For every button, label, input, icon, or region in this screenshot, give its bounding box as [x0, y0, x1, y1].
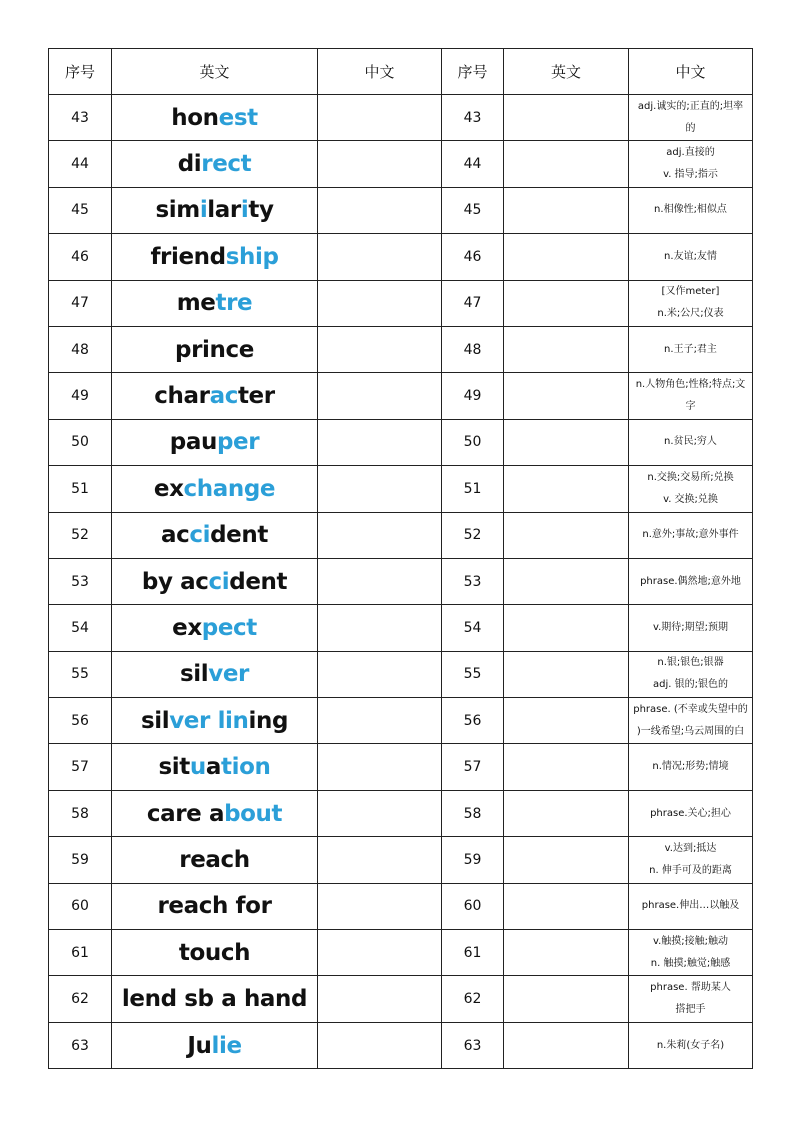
chinese-definition	[629, 605, 753, 651]
table-row	[49, 976, 753, 1022]
row-index-right: 62	[442, 976, 504, 1022]
english-blank-right	[504, 326, 629, 372]
definition-line: n.相像性;相似点	[654, 204, 727, 216]
word-syllable: prince	[175, 336, 254, 363]
definition-line: n. 触摸;触觉;触感	[650, 957, 731, 969]
row-index-left: 45	[49, 187, 112, 233]
definition-line: n.银;银色;银器	[657, 657, 724, 669]
row-index-right: 59	[442, 837, 504, 883]
definition-line: n.人物角色;性格;特点;文	[635, 379, 746, 391]
row-index-left: 52	[49, 512, 112, 558]
highlighted-syllable: ver	[169, 707, 210, 734]
word-syllable: pau	[169, 429, 217, 456]
english-word	[112, 605, 318, 651]
word-syllable: dent	[229, 568, 288, 595]
english-word	[112, 512, 318, 558]
row-index-left: 60	[49, 883, 112, 929]
highlighted-syllable: ver	[208, 661, 249, 688]
english-word	[112, 976, 318, 1022]
row-index-left: 55	[49, 651, 112, 697]
highlighted-syllable: tion	[221, 754, 271, 781]
table-row	[49, 558, 753, 604]
table-row	[49, 419, 753, 465]
word-syllable: ter	[237, 383, 275, 410]
row-index-left: 46	[49, 234, 112, 280]
english-blank-right	[504, 1022, 629, 1068]
row-index-left: 47	[49, 280, 112, 326]
row-index-right: 46	[442, 234, 504, 280]
word-syllable: sil	[140, 707, 170, 734]
english-blank-right	[504, 234, 629, 280]
chinese-definition	[629, 95, 753, 141]
chinese-definition	[629, 234, 753, 280]
chinese-definition	[629, 883, 753, 929]
word-syllable: ex	[172, 614, 202, 641]
english-blank-right	[504, 558, 629, 604]
table-row	[49, 744, 753, 790]
chinese-definition	[629, 837, 753, 883]
chinese-definition	[629, 744, 753, 790]
highlighted-syllable: est	[218, 104, 258, 131]
chinese-blank-left	[318, 790, 442, 836]
word-syllable: lar	[207, 197, 241, 224]
english-word	[112, 280, 318, 326]
chinese-definition	[629, 976, 753, 1022]
row-index-left: 53	[49, 558, 112, 604]
row-index-left: 49	[49, 373, 112, 419]
highlighted-syllable: tre	[215, 290, 253, 317]
chinese-blank-left	[318, 141, 442, 187]
chinese-blank-left	[318, 744, 442, 790]
word-syllable: dent	[210, 522, 268, 549]
english-blank-right	[504, 930, 629, 976]
definition-line: n.意外;事故;意外事件	[642, 529, 739, 541]
row-index-right: 43	[442, 95, 504, 141]
chinese-definition	[629, 326, 753, 372]
word-syllable: reach for	[157, 893, 272, 920]
word-syllable: char	[154, 383, 210, 410]
row-index-right: 57	[442, 744, 504, 790]
word-syllable: lend sb a hand	[121, 986, 308, 1013]
chinese-blank-left	[318, 930, 442, 976]
table-row	[49, 837, 753, 883]
highlighted-syllable: ac	[209, 383, 238, 410]
chinese-definition	[629, 651, 753, 697]
word-syllable: ex	[153, 475, 184, 502]
definition-line: n.王子;君主	[664, 343, 717, 355]
table-row	[49, 466, 753, 512]
english-word	[112, 95, 318, 141]
english-word	[112, 883, 318, 929]
highlighted-syllable: lin	[217, 707, 249, 734]
row-index-right: 48	[442, 326, 504, 372]
english-blank-right	[504, 744, 629, 790]
english-blank-right	[504, 651, 629, 697]
definition-line: v.触摸;接触;触动	[652, 935, 729, 947]
definition-line: adj.直接的	[666, 147, 715, 159]
english-blank-right	[504, 883, 629, 929]
word-syllable: sim	[155, 197, 200, 224]
highlighted-syllable: u	[189, 754, 206, 781]
english-word	[112, 187, 318, 233]
definition-line: v.期待;期望;预期	[652, 621, 729, 633]
english-blank-right	[504, 976, 629, 1022]
definition-line: [又作meter]	[661, 286, 720, 298]
word-syllable: hon	[171, 104, 219, 131]
highlighted-syllable: per	[216, 429, 260, 456]
english-blank-right	[504, 466, 629, 512]
word-syllable: Ju	[187, 1032, 212, 1059]
table-row	[49, 234, 753, 280]
chinese-blank-left	[318, 558, 442, 604]
highlighted-syllable: ci	[189, 522, 211, 549]
row-index-right: 47	[442, 280, 504, 326]
table-row	[49, 883, 753, 929]
table-row	[49, 605, 753, 651]
english-word	[112, 651, 318, 697]
chinese-definition	[629, 512, 753, 558]
row-index-right: 56	[442, 698, 504, 744]
chinese-blank-left	[318, 419, 442, 465]
word-syllable: reach	[179, 846, 250, 873]
definition-line: phrase.偶然地;意外地	[640, 575, 741, 587]
english-blank-right	[504, 373, 629, 419]
table-row	[49, 651, 753, 697]
highlighted-syllable: i	[240, 197, 249, 224]
row-index-left: 59	[49, 837, 112, 883]
word-syllable	[210, 708, 218, 734]
chinese-blank-left	[318, 187, 442, 233]
chinese-definition	[629, 698, 753, 744]
definition-line: adj. 银的;银色的	[653, 679, 728, 691]
highlighted-syllable: bout	[224, 800, 283, 827]
english-blank-right	[504, 837, 629, 883]
chinese-blank-left	[318, 1022, 442, 1068]
row-index-left: 44	[49, 141, 112, 187]
header-row	[49, 49, 753, 95]
chinese-definition	[629, 419, 753, 465]
row-index-left: 57	[49, 744, 112, 790]
chinese-definition	[629, 466, 753, 512]
highlighted-syllable: ship	[225, 243, 279, 270]
english-blank-right	[504, 419, 629, 465]
row-index-left: 50	[49, 419, 112, 465]
english-word	[112, 419, 318, 465]
definition-line: 搭把手	[675, 1004, 706, 1016]
row-index-right: 54	[442, 605, 504, 651]
definition-line: n. 伸手可及的距离	[649, 864, 732, 876]
english-word	[112, 558, 318, 604]
table-row	[49, 698, 753, 744]
definition-line: 的	[685, 122, 696, 134]
word-syllable: ac	[161, 522, 190, 549]
english-word	[112, 744, 318, 790]
chinese-blank-left	[318, 512, 442, 558]
definition-line: n.友谊;友情	[664, 250, 717, 262]
table-row	[49, 187, 753, 233]
highlighted-syllable: change	[183, 475, 276, 502]
table-row	[49, 1022, 753, 1068]
table-row	[49, 280, 753, 326]
english-word	[112, 930, 318, 976]
word-syllable: friend	[150, 243, 226, 270]
definition-line: )一线希望;乌云周围的白	[636, 725, 745, 737]
chinese-blank-left	[318, 651, 442, 697]
header-english-left: 英文	[112, 49, 318, 95]
chinese-blank-left	[318, 466, 442, 512]
chinese-blank-left	[318, 605, 442, 651]
chinese-definition	[629, 187, 753, 233]
row-index-left: 43	[49, 95, 112, 141]
row-index-left: 56	[49, 698, 112, 744]
chinese-blank-left	[318, 373, 442, 419]
definition-line: v. 交换;兑换	[663, 493, 718, 505]
chinese-definition	[629, 558, 753, 604]
chinese-definition	[629, 790, 753, 836]
english-blank-right	[504, 141, 629, 187]
english-word	[112, 790, 318, 836]
english-blank-right	[504, 698, 629, 744]
chinese-blank-left	[318, 698, 442, 744]
english-blank-right	[504, 790, 629, 836]
word-syllable: care a	[146, 800, 225, 827]
highlighted-syllable: ci	[208, 568, 230, 595]
highlighted-syllable: rect	[201, 151, 252, 178]
english-blank-right	[504, 187, 629, 233]
english-blank-right	[504, 605, 629, 651]
chinese-blank-left	[318, 234, 442, 280]
highlighted-syllable: i	[199, 197, 208, 224]
definition-line: phrase.伸出…以触及	[641, 900, 740, 912]
chinese-definition	[629, 141, 753, 187]
english-word	[112, 234, 318, 280]
definition-line: phrase. (不幸或失望中的	[633, 703, 748, 715]
row-index-left: 54	[49, 605, 112, 651]
definition-line: v. 指导;指示	[663, 169, 718, 181]
english-blank-right	[504, 512, 629, 558]
definition-line: n.交换;交易所;兑换	[647, 471, 734, 483]
header-chinese-left: 中文	[318, 49, 442, 95]
table-row	[49, 95, 753, 141]
word-syllable: a	[205, 754, 221, 781]
definition-line: phrase. 帮助某人	[650, 982, 731, 994]
english-word	[112, 373, 318, 419]
row-index-right: 45	[442, 187, 504, 233]
table-row	[49, 326, 753, 372]
row-index-right: 50	[442, 419, 504, 465]
vocabulary-table	[48, 48, 753, 1069]
english-blank-right	[504, 280, 629, 326]
word-syllable: me	[176, 290, 216, 317]
chinese-definition	[629, 373, 753, 419]
row-index-right: 53	[442, 558, 504, 604]
word-syllable: sil	[179, 661, 209, 688]
word-syllable: ing	[248, 707, 289, 734]
english-word	[112, 466, 318, 512]
definition-line: n.米;公尺;仪表	[657, 308, 724, 320]
english-word	[112, 326, 318, 372]
row-index-right: 63	[442, 1022, 504, 1068]
row-index-right: 51	[442, 466, 504, 512]
chinese-definition	[629, 1022, 753, 1068]
row-index-right: 58	[442, 790, 504, 836]
row-index-right: 49	[442, 373, 504, 419]
row-index-left: 62	[49, 976, 112, 1022]
chinese-definition	[629, 930, 753, 976]
word-syllable: ty	[248, 197, 274, 224]
english-blank-right	[504, 95, 629, 141]
header-chinese-right: 中文	[629, 49, 753, 95]
chinese-blank-left	[318, 280, 442, 326]
row-index-right: 60	[442, 883, 504, 929]
english-word	[112, 141, 318, 187]
definition-line: v.达到;抵达	[664, 842, 717, 854]
english-word	[112, 837, 318, 883]
row-index-right: 61	[442, 930, 504, 976]
table-body	[49, 95, 753, 1069]
definition-line: n.贫民;穷人	[664, 436, 717, 448]
definition-line: adj.诚实的;正直的;坦率	[637, 100, 744, 112]
row-index-left: 51	[49, 466, 112, 512]
word-syllable: di	[177, 151, 202, 178]
table-row	[49, 141, 753, 187]
word-syllable: sit	[158, 754, 190, 781]
table-row	[49, 930, 753, 976]
header-index-left: 序号	[49, 49, 112, 95]
header-english-right: 英文	[504, 49, 629, 95]
row-index-right: 44	[442, 141, 504, 187]
english-word	[112, 698, 318, 744]
header-index-right: 序号	[442, 49, 504, 95]
row-index-left: 48	[49, 326, 112, 372]
chinese-blank-left	[318, 883, 442, 929]
chinese-blank-left	[318, 326, 442, 372]
definition-line: 字	[685, 401, 696, 413]
chinese-blank-left	[318, 976, 442, 1022]
definition-line: phrase.关心;担心	[650, 807, 731, 819]
chinese-blank-left	[318, 837, 442, 883]
chinese-definition	[629, 280, 753, 326]
highlighted-syllable: pect	[201, 614, 257, 641]
row-index-right: 52	[442, 512, 504, 558]
highlighted-syllable: lie	[211, 1032, 242, 1059]
row-index-left: 61	[49, 930, 112, 976]
definition-line: n.朱莉(女子名)	[656, 1039, 725, 1051]
word-syllable: by ac	[141, 568, 209, 595]
table-row	[49, 790, 753, 836]
table-row	[49, 512, 753, 558]
table-row	[49, 373, 753, 419]
row-index-left: 63	[49, 1022, 112, 1068]
english-word	[112, 1022, 318, 1068]
word-syllable: touch	[178, 939, 251, 966]
row-index-left: 58	[49, 790, 112, 836]
definition-line: n.情况;形势;情境	[652, 761, 729, 773]
chinese-blank-left	[318, 95, 442, 141]
row-index-right: 55	[442, 651, 504, 697]
